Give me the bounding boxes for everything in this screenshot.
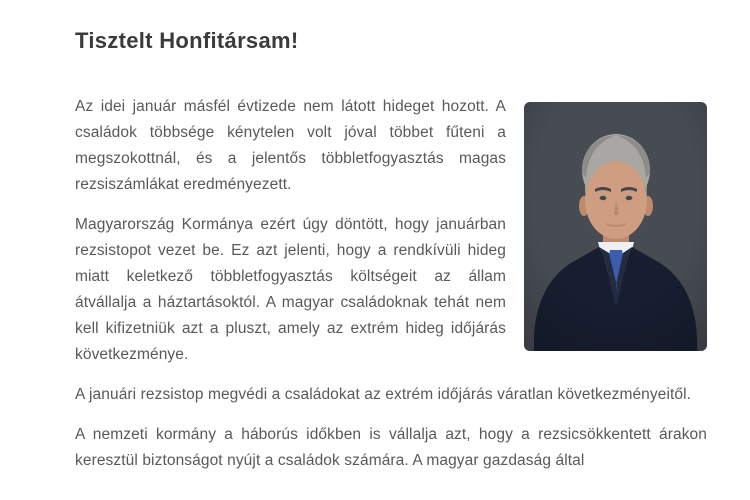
photo-vignette [524,102,707,351]
page-title: Tisztelt Honfitársam! [75,28,299,53]
paragraph-2: Magyarország Kormánya ezért úgy döntött, hogy januárban rezsistopot vezet be. Ez azt jelenti, hogy a rendkívüli hideg miatt keletkező többletfogyasztás költségeit az állam átvállalja a háztartásoktól. A magyar családoknak tehát nem kell kifizetniük azt a pluszt, amely az extrém hideg időjárás következménye. [75,216,506,363]
paragraph-4: A nemzeti kormány a háborús időkben is vállalja azt, hogy a rezsicsökkentett árakon keresztül biztonságot nyújt a családok számára. A magyar gazdaság által [75,426,707,469]
paragraph-3: A januári rezsistop megvédi a családokat az extrém időjárás váratlan következményeitől. [75,386,692,403]
portrait-illustration [524,102,707,351]
paragraph-1: Az idei január másfél évtizede nem látott hideget hozott. A családok többsége kénytelen volt jóval többet fűteni a megszokottnál, és a jelentős többletfogyasztás magas rezsiszámlákat eredményezett. [75,98,506,193]
letter-body [75,94,707,474]
portrait-photo [524,102,707,351]
